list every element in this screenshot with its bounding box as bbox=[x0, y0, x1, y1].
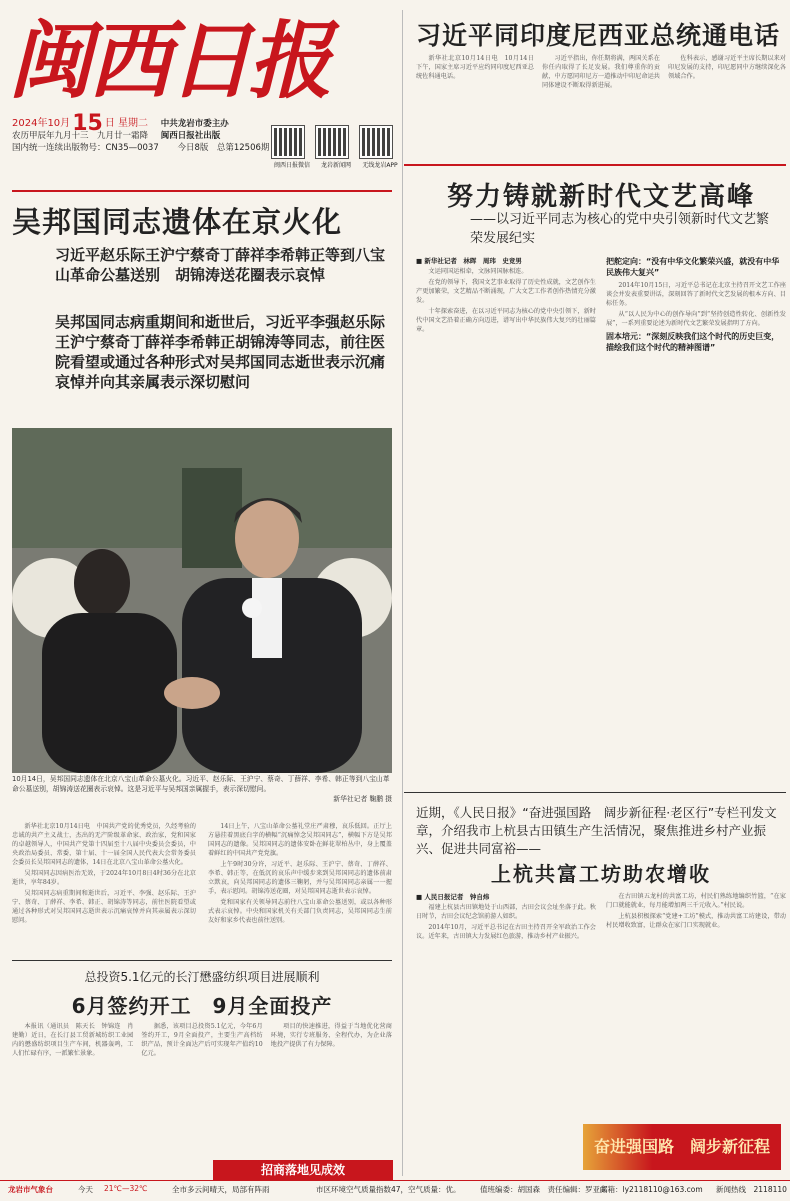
funeral-deck-1: 习近平赵乐际王沪宁蔡奇丁薛祥李希韩正等到八宝山革命公墓送别 胡锦涛送花圈表示哀悼 bbox=[55, 246, 386, 284]
funeral-body bbox=[12, 822, 392, 952]
funeral-paragraph: 党和国家有关领导同志前往八宝山革命公墓送别，或以各种形式表示哀悼。中央和国家机关有关部门负责同志，吴邦国同志生前友好和家乡代表也前往送别。 bbox=[208, 899, 392, 924]
contact-email[interactable]: 邮箱：ly2118110@163.com bbox=[600, 1185, 703, 1194]
photo-credit: 新华社记者 鞠鹏 摄 bbox=[333, 795, 392, 803]
issue-date: 2024年10月 bbox=[12, 118, 71, 129]
issue-weekday: 日 星期二 bbox=[104, 118, 148, 129]
culture-crosshead: 把舵定向：“没有中华文化繁荣兴盛，就没有中华民族伟大复兴” bbox=[606, 257, 780, 277]
today-weather: 全市多云间晴天，局部有阵雨 bbox=[172, 1185, 270, 1194]
qr-code-news-site[interactable]: 龙岩新闻网 bbox=[316, 126, 356, 169]
funeral-deck-2: 吴邦国同志病重期间和逝世后，习近平李强赵乐际王沪宁蔡奇丁薛祥李希韩正胡锦涛等同志，前往医院看望或通过各种形式对吴邦国同志逝世表示沉痛哀悼并向其亲属表示深切慰问 bbox=[55, 313, 386, 391]
textile-paragraph: 项目的快速推进，得益于当地优化营商环境，实行专班服务、全程代办，为企业落地投产提供了有力保障。 bbox=[270, 1023, 392, 1048]
funeral-paragraph: 上午9时30分许，习近平、赵乐际、王沪宁、蔡奇、丁薛祥、李希、韩正等，在低沉的哀乐声中缓步来到吴邦国同志的遗体前肃立默哀，向吴邦国同志的遗体三鞠躬，并与吴邦国同志亲属一一握手，表示慰问。胡锦涛送花圈，对吴邦国同志逝世表示哀悼。 bbox=[208, 861, 392, 895]
photo-caption-text: 10月14日，吴邦国同志遗体在北京八宝山革命公墓火化。习近平、赵乐际、王沪宁、蔡奇、丁薛祥、李希、韩正等到八宝山革命公墓送别，胡锦涛送花圈表示哀悼。这是习近平与吴邦国亲属握手，表示深切慰问。 bbox=[12, 775, 390, 793]
funeral-paragraph: 新华社北京10月14日电 中国共产党的优秀党员，久经考验的忠诚的共产主义战士，杰出的无产阶级革命家、政治家，党和国家的卓越领导人，中国共产党第十四届至十八届中央委员会委员，中央政治局委员、常委，第十届、十一届全国人民代表大会常务委员会委员长吴邦国同志的遗体，14日在北京八宝山革命公墓火化。 bbox=[12, 823, 196, 866]
qr-code-group bbox=[272, 126, 400, 169]
lead-divider bbox=[404, 164, 786, 166]
issue-day: 15 bbox=[72, 111, 103, 136]
culture-paragraph: 2014年10月15日，习近平总书记在北京主持召开文艺工作座谈会并发表重要讲话，深刻回答了新时代文艺发展的根本方向、目标任务。 bbox=[606, 282, 786, 307]
textile-pre-headline: 总投资5.1亿元的长汀懋盛纺织项目进展顺利 bbox=[84, 970, 320, 984]
svg-text:闽西日报: 闽西日报 bbox=[8, 11, 329, 104]
masthead-divider bbox=[12, 190, 392, 192]
lead-paragraph: 佐科表示，感谢习近平主席长期以来对印尼发展的支持，印尼愿同中方继续深化各领域合作。 bbox=[668, 55, 786, 80]
shanghang-paragraph: 2014年10月，习近平总书记在古田主持召开全军政治工作会议。近年来，古田镇大力发展红色旅游，推动乡村产业振兴。 bbox=[416, 924, 596, 940]
publisher-2: 闽西日报社出版 bbox=[160, 131, 221, 141]
lead-paragraph: 新华社北京10月14日电 10月14日下午，国家主席习近平应约同印度尼西亚总统佐科通电话。 bbox=[416, 55, 534, 80]
funeral-paragraph: 14日上午，八宝山革命公墓礼堂庄严肃穆，哀乐低回。正厅上方悬挂着黑底白字的横幅“沉痛悼念吴邦国同志”，横幅下方是吴邦国同志的遗像。吴邦国同志的遗体安卧在鲜花翠柏丛中，身上覆盖着鲜红的中国共产党党旗。 bbox=[208, 823, 392, 857]
funeral-paragraph: 吴邦国同志因病医治无效，于2024年10月8日4时36分在北京逝世，享年84岁。 bbox=[12, 870, 196, 886]
funeral-photo-illustration bbox=[12, 428, 392, 773]
culture-byline: ■ 新华社记者 林晖 周玮 史竞男 bbox=[416, 257, 522, 265]
lunar-date: 农历甲辰年九月十三 九月廿一霜降 bbox=[12, 131, 149, 141]
shanghang-deck: 近期，《人民日报》“奋进强国路 阔步新征程·老区行”专栏刊发文章，介绍我市上杭县古田镇生产生活情况，聚焦推进乡村产业振兴、促进共同富裕—— bbox=[416, 805, 777, 856]
shanghang-paragraph: 上杭县积极探索“党建+工坊”模式，推动共富工坊建设，带动村民增收致富，让群众在家门口实现就业。 bbox=[606, 913, 786, 929]
textile-headline[interactable]: 6月签约开工 9月全面投产 bbox=[71, 994, 333, 1018]
culture-subheadline: ——以习近平同志为核心的党中央引领新时代文艺繁荣发展纪实 bbox=[470, 212, 770, 246]
shanghang-paragraph: 在古田镇五龙村的共富工坊，村民们熟练地编织竹篮，“在家门口就能就业，每月能增加两三千元收入。”村民说。 bbox=[606, 893, 786, 909]
textile-paragraph: 本报讯（通讯员 陈天长 钟锦连 肖建勤）近日，在长汀县工贸新城纺织工业园内的懋盛纺织项目生产车间，机器轰鸣，工人们忙碌有序，一派繁忙景象。 bbox=[12, 1023, 134, 1057]
qr-code-weixin[interactable]: 闽西日报微信 bbox=[272, 126, 312, 169]
culture-headline[interactable]: 努力铸就新时代文艺高峰 bbox=[446, 182, 755, 212]
masthead-logo bbox=[8, 8, 352, 104]
lead-headline[interactable]: 习近平同印度尼西亚总统通电话 bbox=[416, 21, 781, 50]
lead-body bbox=[416, 54, 786, 160]
culture-paragraph: 从“以人民为中心的创作导向”到“坚持创造性转化、创新性发展”，一系列重要论述为新时代文艺繁荣发展指明了方向。 bbox=[606, 311, 786, 327]
section-divider bbox=[12, 960, 392, 961]
cn-number: 国内统一连续出版物号：CN35—0037 bbox=[12, 143, 159, 153]
news-hotline: 新闻热线 2118110 bbox=[716, 1185, 787, 1194]
column-divider bbox=[402, 10, 403, 1176]
duty-editors: 值班编委：胡国森 责任编辑：罗亚宾 bbox=[480, 1185, 608, 1194]
air-quality: 市区环境空气质量指数47，空气质量：优。 bbox=[316, 1185, 461, 1194]
shanghang-paragraph: 福建上杭县古田镇地处于山西部，古田会议会址坐落于此。秋日时节，古田会议纪念馆前游人如织。 bbox=[416, 904, 596, 920]
funeral-paragraph: 吴邦国同志病重期间和逝世后，习近平、李强、赵乐际、王沪宁、蔡奇、丁薛祥、李希、韩正、胡锦涛等同志，前往医院看望或通过各种形式对吴邦国同志逝世表示沉痛哀悼并向其亲属表示深切慰问。 bbox=[12, 890, 196, 924]
qr-code-icon bbox=[360, 126, 392, 158]
qr-code-icon bbox=[316, 126, 348, 158]
funeral-photo[interactable] bbox=[12, 428, 392, 773]
photo-caption bbox=[12, 774, 392, 804]
culture-paragraph: 在党的领导下，我国文艺事业取得了历史性成就，文艺创作生产更加繁荣，文艺精品不断涌现，广大文艺工作者创作热情充分激发。 bbox=[416, 279, 596, 304]
investment-banner[interactable]: 招商落地见成效 bbox=[213, 1160, 393, 1180]
textile-paragraph: 据悉，该项目总投资5.1亿元，今年6月签约开工，9月全面投产，主要生产高档纺织产品，预计全面达产后可实现年产值约10亿元。 bbox=[141, 1023, 263, 1057]
shanghang-byline: ■ 人民日报记者 钟自炜 bbox=[416, 893, 490, 901]
campaign-banner[interactable]: 奋进强国路 阔步新征程 bbox=[583, 1124, 781, 1170]
funeral-headline[interactable]: 吴邦国同志遗体在京火化 bbox=[12, 205, 343, 239]
culture-body bbox=[416, 256, 786, 786]
lead-paragraph: 习近平指出，你任期将满，两国关系在你任内取得了长足发展。我们尊重你的贡献，中方愿同印尼方一道推动中印尼命运共同体建设不断取得新进展。 bbox=[542, 55, 660, 89]
qr-code-app[interactable]: 无线龙岩APP bbox=[360, 126, 400, 169]
weather-source: 龙岩市气象台 bbox=[8, 1185, 53, 1194]
today-pages: 今日8版 总第12506期 bbox=[177, 143, 270, 153]
culture-crosshead: 固本培元：“深刻反映我们这个时代的历史巨变，描绘我们这个时代的精神图谱” bbox=[606, 332, 780, 352]
culture-paragraph: 文运同国运相牵，文脉同国脉相连。 bbox=[428, 268, 528, 275]
qr-code-icon bbox=[272, 126, 304, 158]
shanghang-body bbox=[416, 892, 786, 1122]
page-footer bbox=[0, 1180, 790, 1201]
today-temperature: 21℃—32℃ bbox=[104, 1184, 148, 1193]
publisher: 中共龙岩市委主办 bbox=[160, 119, 229, 129]
section-divider bbox=[404, 792, 786, 793]
culture-paragraph: 十年探索奋进，在以习近平同志为核心的党中央引领下，新时代中国文艺沿着正确方向迈进，谱写出中华民族伟大复兴的壮丽篇章。 bbox=[416, 308, 596, 333]
shanghang-headline[interactable]: 上杭共富工坊助农增收 bbox=[491, 862, 711, 886]
today-label: 今天 bbox=[78, 1185, 93, 1194]
textile-body bbox=[12, 1022, 392, 1158]
